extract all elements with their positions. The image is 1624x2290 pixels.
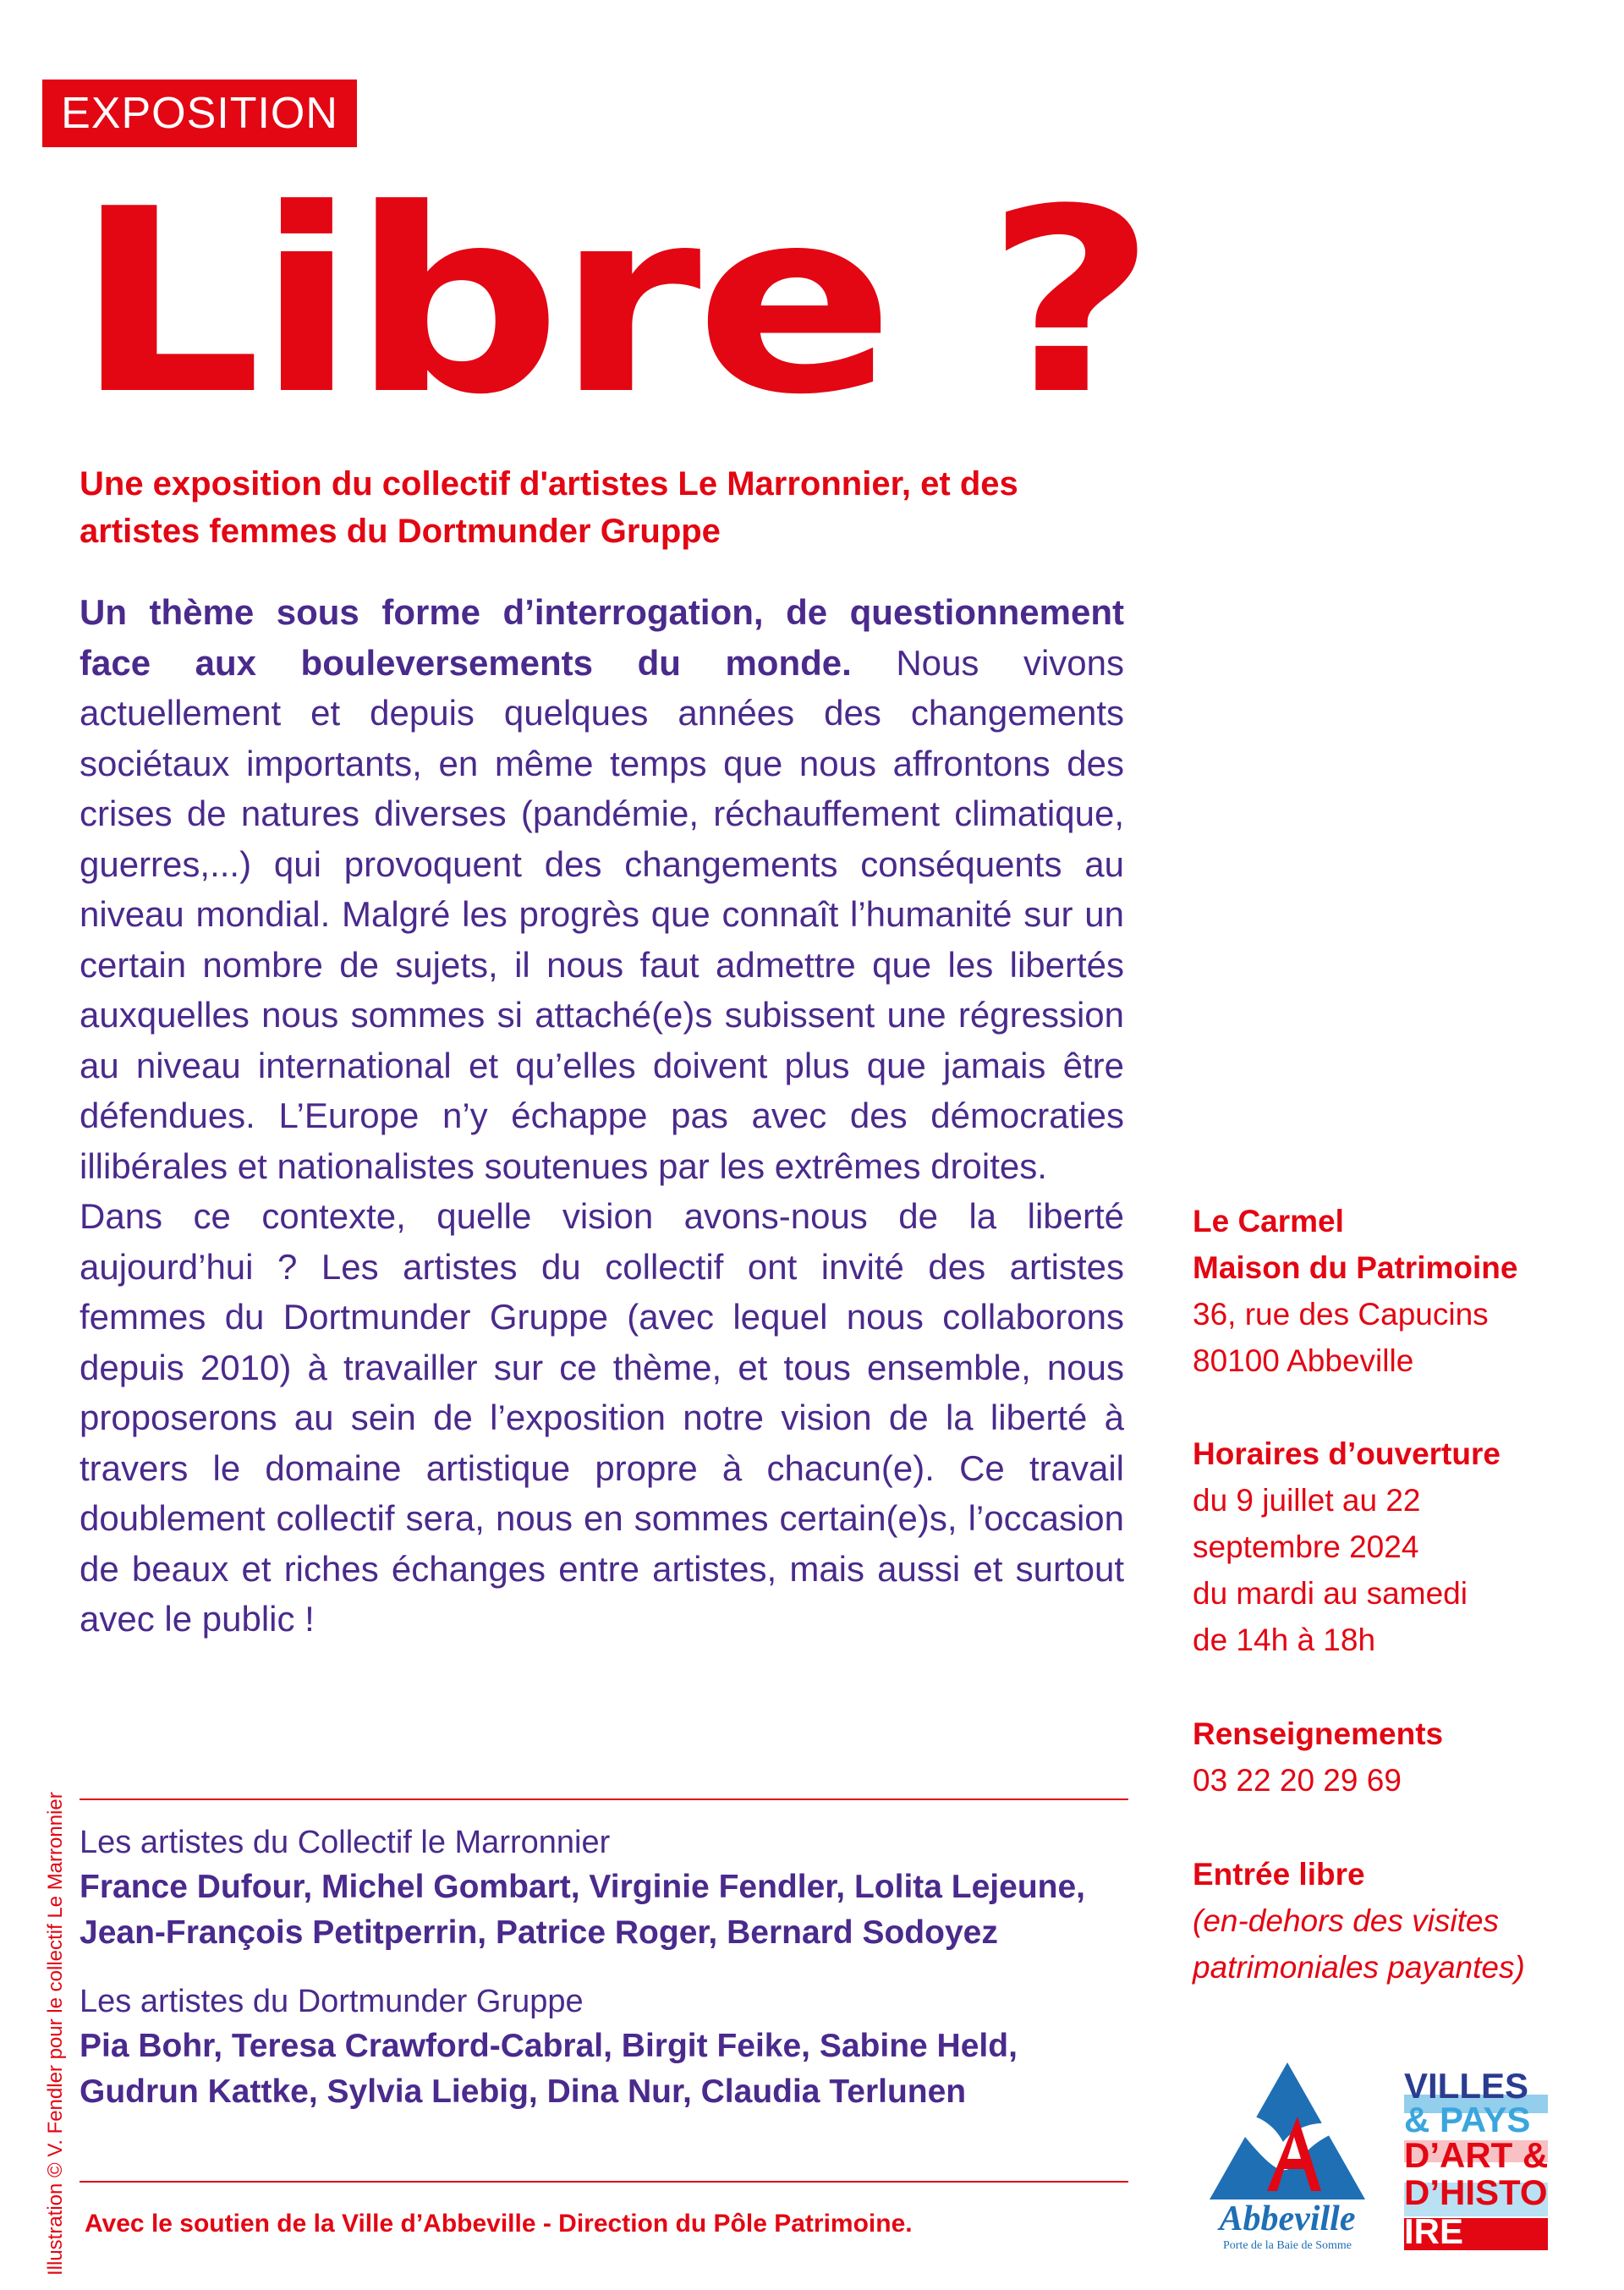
vpah-line-5: IRE <box>1404 2211 1464 2250</box>
artists-dortmunder <box>80 1980 1128 2115</box>
subtitle: Une exposition du collectif d'artistes Le Marronnier, et des artistes femmes du Dortmunder Gruppe <box>80 465 1018 550</box>
vpah-line-3: D’ART & <box>1404 2135 1548 2175</box>
venue-city: 80100 Abbeville <box>1193 1343 1414 1378</box>
contact-block <box>1193 1711 1590 1804</box>
villes-pays-art-histoire-logo <box>1404 2064 1548 2250</box>
hours-time: de 14h à 18h <box>1193 1623 1376 1657</box>
artists-dortmunder-names: Pia Bohr, Teresa Crawford-Cabral, Birgit Feike, Sabine Held, Gudrun Kattke, Sylvia Liebig, Dina Nur, Claudia Terlunen <box>80 2028 1018 2110</box>
entry-note: (en-dehors des visites patrimoniales payantes) <box>1193 1903 1525 1985</box>
support-line: Avec le soutien de la Ville d’Abbeville - Direction du Pôle Patrimoine. <box>85 2210 913 2238</box>
vpah-line-2: & PAYS <box>1404 2100 1531 2139</box>
venue-subname: Maison du Patrimoine <box>1193 1250 1518 1285</box>
venue-street: 36, rue des Capucins <box>1193 1297 1489 1332</box>
hours-days: du mardi au samedi <box>1193 1576 1468 1611</box>
exposition-tag: EXPOSITION <box>42 80 357 147</box>
divider-bottom <box>80 2181 1128 2183</box>
hours-heading: Horaires d’ouverture <box>1193 1436 1501 1471</box>
entry-block <box>1193 1851 1565 1991</box>
illustration-credit: Illustration © V. Fendler pour le collectif Le Marronnier <box>44 1792 67 2276</box>
artists-marronnier-names: France Dufour, Michel Gombart, Virginie Fendler, Lolita Lejeune, Jean-François Petitperrin, Patrice Roger, Bernard Sodoyez <box>80 1869 1086 1951</box>
page-title: Libre ? <box>74 155 1151 450</box>
contact-heading: Renseignements <box>1193 1716 1444 1751</box>
divider-top <box>80 1799 1128 1800</box>
hours-dates: du 9 juillet au 22 septembre 2024 <box>1193 1483 1421 1564</box>
hours-block <box>1193 1431 1531 1663</box>
description <box>80 587 1124 1645</box>
artists-marronnier-heading: Les artistes du Collectif le Marronnier <box>80 1825 611 1860</box>
abbeville-logo-tagline: Porte de la Baie de Somme <box>1222 2239 1352 2252</box>
abbeville-triangle <box>1210 2062 1365 2199</box>
vpah-line-4: D’HISTO <box>1404 2172 1548 2212</box>
artists-marronnier <box>80 1820 1128 1956</box>
paragraph-2: Dans ce contexte, quelle vision avons-nous de la liberté aujourd’hui ? Les artistes du collectif ont invité des artistes femmes du Dortmunder Gruppe (avec lequel nous collaborons depuis 2010) à travailler sur ce thème, et tous ensemble, nous proposerons au sein de l’exposition notre vision de la liberté à travers le domaine artistique propre à chacun(e). Ce travail doublement collectif sera, nous en sommes certain(e)s, l’occasion de beaux et riches échanges entre artistes, mais aussi et surtout avec le public ! <box>80 1196 1124 1639</box>
venue-name: Le Carmel <box>1193 1204 1344 1238</box>
paragraph-1-text: Nous vivons actuellement et depuis quelques années des changements sociétaux importants, en même temps que nous affrontons des crises de natures diverses (pandémie, réchauffement climatique, guerres,...) qui provoquent des changements conséquents au niveau mondial. Malgré les progrès que connaît l’humanité sur un certain nombre de sujets, il nous faut admettre que les libertés auxquelles nous sommes si attaché(e)s subissent une régression au niveau international et qu’elles doivent plus que jamais être défendues. L’Europe n’y échappe pas avec des démocraties illibérales et nationalistes soutenues par les extrêmes droites. <box>80 642 1125 1186</box>
abbeville-logo-name: Abbeville <box>1219 2199 1356 2238</box>
lead-sentence: Un thème sous forme d’interrogation, de questionnement face aux bouleversements du monde. <box>80 592 1124 683</box>
entry-heading: Entrée libre <box>1193 1857 1365 1892</box>
paragraph-1 <box>80 587 1124 1191</box>
abbeville-logo <box>1203 2057 1372 2254</box>
vpah-line-1: VILLES <box>1404 2066 1529 2106</box>
artists-dortmunder-heading: Les artistes du Dortmunder Gruppe <box>80 1984 584 2019</box>
venue-block <box>1193 1198 1590 1384</box>
contact-phone: 03 22 20 29 69 <box>1193 1763 1402 1798</box>
